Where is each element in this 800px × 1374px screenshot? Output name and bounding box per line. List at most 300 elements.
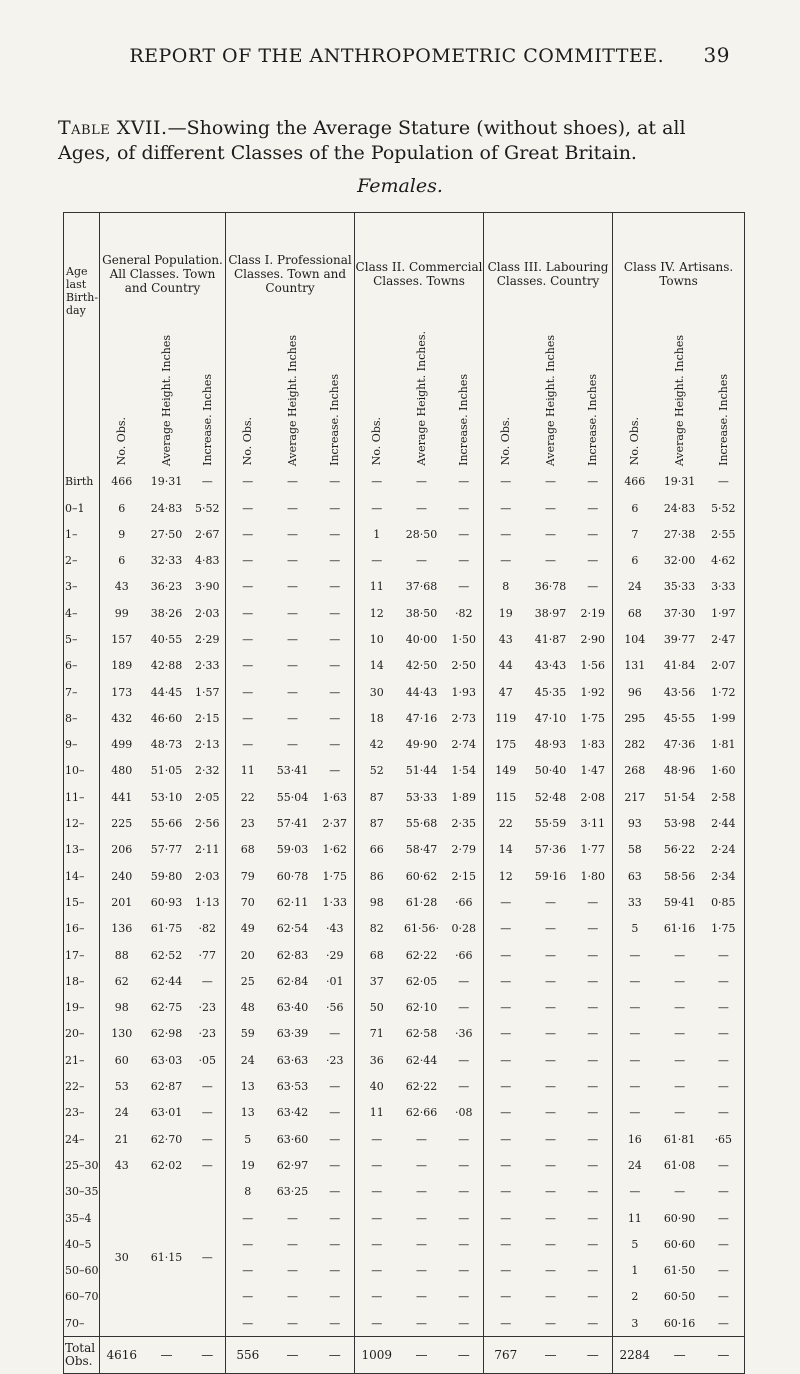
table-cell: — [500,1106,512,1120]
table-cell: ·05 [190,1047,226,1073]
total-cell: 556 [226,1337,270,1374]
table-cell: 22 [240,790,255,804]
table-cell: 2·33 [190,653,226,679]
table-cell: 2·90 [574,626,613,652]
table-cell: 62·05 [405,974,438,988]
table-cell: — [500,1132,512,1146]
table-cell: — [717,475,729,489]
table-cell: 8 [244,1185,252,1199]
table-cell: 149 [495,764,517,778]
table-cell: 86 [369,869,384,883]
table-cell: — [445,968,484,994]
table-cell: — [242,1316,254,1330]
table-cell: 466 [624,475,646,489]
subheader-increase [703,327,745,469]
table-cell: 57·36 [534,843,567,857]
table-cell: 19·31 [150,475,183,489]
table-cell: 48·93 [534,738,567,752]
subheader-height [528,327,574,469]
table-cell: — [287,527,299,541]
table-cell: 62·98 [150,1027,183,1041]
age-cell: 20– [64,1021,100,1047]
table-cell: — [545,1290,557,1304]
table-cell: 51·54 [663,790,696,804]
table-cell: 63·01 [150,1106,183,1120]
table-cell: — [416,1132,428,1146]
total-cell: 4616 [100,1337,144,1374]
table-cell: 44·45 [150,685,183,699]
table-cell: 61·28 [405,895,438,909]
table-cell: — [500,974,512,988]
table-caption-lead: Table XVII. [58,117,168,139]
group-header-general: General Population. All Classes. Town and Country [100,213,226,328]
table-cell: 2·44 [711,817,736,831]
table-cell: 23 [240,817,255,831]
table-cell: — [316,495,355,521]
table-cell: — [316,1179,355,1205]
table-cell: 62·22 [405,1080,438,1094]
table-cell: — [316,732,355,758]
table-subtitle: Females. [357,175,443,197]
table-cell: — [717,1053,729,1067]
subheader-obs [226,327,270,469]
table-cell: 62·22 [405,948,438,962]
table-cell: 33 [627,895,642,909]
table-cell: 5·52 [190,495,226,521]
table-cell: — [445,1231,484,1257]
table-cell: — [416,1264,428,1278]
age-cell: Birth [64,469,100,495]
table-row [64,1047,745,1073]
total-cell: — [399,1337,445,1374]
table-cell: — [445,1179,484,1205]
age-cell: 12– [64,810,100,836]
table-cell: — [242,1237,254,1251]
table-cell: 61·56· [404,922,440,936]
table-cell: — [545,1211,557,1225]
table-cell: 43 [114,1158,129,1172]
table-cell: — [545,1001,557,1015]
table-cell: 82 [369,922,384,936]
table-cell: — [500,1027,512,1041]
table-cell: 1·92 [574,679,613,705]
table-cell: 63·63 [276,1053,309,1067]
table-cell: — [316,600,355,626]
table-cell: — [545,922,557,936]
table-cell: — [717,1264,729,1278]
table-cell: — [445,1257,484,1283]
table-cell: 60·62 [405,869,438,883]
table-cell: — [545,1185,557,1199]
total-cell: — [574,1337,613,1374]
table-row [64,521,745,547]
table-cell: 2·74 [445,732,484,758]
table-cell: — [316,1205,355,1231]
table-cell: — [316,547,355,573]
subheader-label: Increase. Inches [586,373,600,466]
table-cell: 62·02 [150,1158,183,1172]
subheader-label: Increase. Inches [328,373,342,466]
age-cell: 9– [64,732,100,758]
table-cell: — [500,1237,512,1251]
table-cell: — [416,1158,428,1172]
table-cell: 36 [369,1053,384,1067]
table-cell: 136 [111,922,133,936]
table-cell: 47·16 [405,711,438,725]
table-cell: — [287,580,299,594]
group-header-class-4: Class IV. Artisans. Towns [623,260,734,288]
table-cell: ·65 [714,1132,733,1146]
table-cell: — [316,1152,355,1178]
table-cell: — [287,633,299,646]
table-cell: — [629,1106,641,1120]
table-cell: 52 [369,764,384,778]
table-cell: 1·62 [316,837,355,863]
table-cell: 61·16 [663,922,696,936]
subheader-label: No. Obs. [370,417,384,466]
table-cell: 175 [495,738,517,752]
table-cell: 13 [240,1080,255,1094]
table-cell: 57·77 [150,843,183,857]
table-cell: 32·33 [150,554,183,568]
age-cell: 5– [64,626,100,652]
table-cell: 173 [111,685,133,699]
table-cell: 21 [114,1132,129,1146]
running-header [60,43,730,67]
table-cell: — [445,1073,484,1099]
table-cell: 2·56 [190,810,226,836]
table-cell: — [574,1100,613,1126]
age-cell: 11– [64,784,100,810]
table-cell: 131 [624,659,646,673]
table-cell: 27·50 [150,527,183,541]
table-cell: ·36 [445,1021,484,1047]
table-cell: — [629,948,641,962]
table-cell: 60·16 [663,1316,696,1330]
table-cell: — [500,527,512,541]
table-row [64,1021,745,1047]
table-cell: 295 [624,711,646,725]
subheader-height [657,327,703,469]
table-cell: 24 [627,1158,642,1172]
table-cell: — [445,1152,484,1178]
table-cell: 55·04 [276,790,309,804]
table-cell: — [629,1053,641,1067]
table-cell: — [242,527,254,541]
table-cell: 5 [631,922,639,936]
table-cell: 87 [369,817,384,831]
table-cell: 16 [627,1132,642,1146]
table-row [64,942,745,968]
age-cell: 30–35 [64,1179,100,1205]
table-cell: — [674,1185,686,1199]
table-row [64,995,745,1021]
table-cell: 2·03 [190,863,226,889]
table-cell: 1·72 [711,685,736,699]
total-cell: — [270,1337,316,1374]
table-cell: 25 [240,974,255,988]
table-cell: 63·53 [276,1080,309,1094]
table-cell: — [316,469,355,495]
table-cell: — [371,1264,383,1278]
table-cell: — [445,995,484,1021]
page-number: 39 [703,43,730,67]
age-cell: 8– [64,705,100,731]
table-cell: 37 [369,974,384,988]
table-cell: 93 [627,817,642,831]
table-cell: ·77 [190,942,226,968]
table-cell: — [717,1211,729,1225]
subheader-label: Average Height. Inches [160,334,173,466]
table-cell: 41·87 [534,633,567,646]
table-cell: 37·30 [663,606,696,620]
table-cell: 1·81 [711,738,736,752]
table-cell: 62·87 [150,1080,183,1094]
table-cell: 58·56 [663,869,696,883]
table-cell: 19 [240,1158,255,1172]
table-cell: 59·80 [150,869,183,883]
table-cell: 58·47 [405,843,438,857]
table-cell: — [717,1158,729,1172]
table-cell: — [500,1053,512,1067]
table-cell: 268 [624,764,646,778]
table-cell: 62·52 [150,948,183,962]
table-cell: 20 [240,948,255,962]
table-cell: 466 [111,475,133,489]
table-cell: — [445,521,484,547]
merged-cell: 30 [114,1250,129,1264]
table-cell: 50·40 [534,764,567,778]
table-cell: 56·22 [663,843,696,857]
table-row [64,600,745,626]
table-cell: — [316,1100,355,1126]
table-cell: — [287,711,299,725]
table-cell: 11 [369,580,384,594]
table-caption [58,116,738,166]
total-cell: — [528,1337,574,1374]
subheader-label: No. Obs. [499,417,513,466]
table-cell: 0·28 [445,916,484,942]
table-cell: 3 [631,1316,639,1330]
age-cell: 6– [64,653,100,679]
table-cell: — [445,574,484,600]
table-cell: 43 [498,633,513,646]
table-cell: — [574,547,613,573]
table-cell: 62 [114,974,129,988]
table-cell: — [500,948,512,962]
table-cell: 60 [114,1053,129,1067]
table-cell: 2·24 [711,843,736,857]
table-row [64,968,745,994]
group-header-class-1: Class I. Professional Classes. Town and Country [226,213,355,328]
table-cell: — [371,501,383,515]
table-cell: — [500,1211,512,1225]
age-cell: 3– [64,574,100,600]
table-cell: 1·75 [316,863,355,889]
table-cell: 3·33 [711,580,736,594]
table-cell: — [242,738,254,752]
table-cell: 2·03 [190,600,226,626]
table-cell: — [545,974,557,988]
table-cell: — [545,1106,557,1120]
table-cell: 45·35 [534,685,567,699]
table-cell: — [287,1290,299,1304]
age-cell: 19– [64,995,100,1021]
subheader-label: No. Obs. [628,417,642,466]
table-cell: 48·96 [663,764,696,778]
table-row [64,1126,745,1152]
table-cell: 1·63 [316,784,355,810]
table-cell: 59·16 [534,869,567,883]
table-cell: 2·07 [711,659,736,673]
table-cell: 1·56 [574,653,613,679]
table-cell: — [287,1211,299,1225]
table-cell: — [545,1316,557,1330]
subheader-height [144,327,190,469]
table-cell: ·23 [316,1047,355,1073]
subheader-height [270,327,316,469]
subheader-label: Average Height. Inches [673,334,687,466]
table-cell: 189 [111,659,133,673]
table-cell: 71 [369,1027,384,1041]
table-cell: 49·90 [405,738,438,752]
table-cell: — [574,1310,613,1337]
table-cell: 68 [369,948,384,962]
table-cell: — [287,475,299,489]
table-cell: — [500,1290,512,1304]
total-cell: — [657,1337,703,1374]
subheader-increase [574,327,613,469]
table-cell: ·23 [190,995,226,1021]
subheader-label: Average Height. Inches [544,334,558,466]
table-cell: — [574,1047,613,1073]
table-cell: 60·93 [150,895,183,909]
table-cell: — [316,1231,355,1257]
table-row [64,1100,745,1126]
age-cell: 35–4 [64,1205,100,1231]
table-cell: 53·41 [276,764,309,778]
table-cell: — [371,1132,383,1146]
table-cell: — [574,1021,613,1047]
table-cell: 99 [114,606,129,620]
total-cell: — [144,1337,190,1374]
table-cell: — [316,521,355,547]
table-cell: 61·75 [150,922,183,936]
subheader-label: Increase. Inches [716,373,730,466]
table-cell: — [242,685,254,699]
table-row [64,574,745,600]
table-cell: — [316,1257,355,1283]
table-cell: — [445,1126,484,1152]
table-cell: — [717,1027,729,1041]
table-cell: 61·81 [663,1132,696,1146]
table-cell: 40·00 [405,633,438,646]
table-cell: — [500,1080,512,1094]
total-cell: — [190,1337,226,1374]
table-cell: 4·62 [711,554,736,568]
table-cell: — [316,626,355,652]
table-cell: 10 [369,633,384,646]
table-cell: 6 [631,501,639,515]
table-cell: — [545,475,557,489]
age-cell: 40–5 [64,1231,100,1257]
table-cell: 63·60 [276,1132,309,1146]
table-cell: 50 [369,1001,384,1015]
table-cell: 59·41 [663,895,696,909]
table-cell: 37·68 [405,580,438,594]
table-row [64,705,745,731]
table-cell: — [545,948,557,962]
table-cell: — [629,1080,641,1094]
table-cell: 2·08 [574,784,613,810]
table-cell: 1·93 [445,679,484,705]
table-cell: — [371,554,383,568]
table-caption-text: —Showing the Average Stature (without shoes), at all Ages, of different Classes of the Population of Great Britain. [58,117,686,164]
table-cell: — [574,995,613,1021]
table-cell: 40·55 [150,633,183,646]
table-cell: 36·23 [150,580,183,594]
table-cell: 39·77 [663,633,696,646]
table-cell: — [242,1211,254,1225]
table-cell: 119 [495,711,517,725]
table-cell: — [674,1053,686,1067]
subheader-label: Increase. Inches [200,373,214,466]
table-row [64,469,745,495]
table-cell: 61·08 [663,1158,696,1172]
table-cell: 88 [114,948,129,962]
table-cell: — [545,1080,557,1094]
subheader-obs [355,327,399,469]
table-cell: — [287,1264,299,1278]
total-label: Total Obs. [64,1337,100,1374]
table-cell: 60·90 [663,1211,696,1225]
table-cell: 55·59 [534,817,567,831]
table-cell: — [574,916,613,942]
table-cell: — [445,1310,484,1337]
table-cell: 43 [114,580,129,594]
table-cell: 42 [369,738,384,752]
table-cell: 48 [240,1001,255,1015]
table-row [64,732,745,758]
table-cell: 62·44 [150,974,183,988]
table-cell: — [445,1047,484,1073]
table-cell: 53·33 [405,790,438,804]
merged-cell: — [190,1179,226,1337]
table-cell: 38·50 [405,606,438,620]
table-cell: 2·15 [190,705,226,731]
table-cell: 62·11 [276,895,309,909]
table-row [64,679,745,705]
table-cell: — [717,1290,729,1304]
table-cell: 87 [369,790,384,804]
table-cell: ·66 [445,889,484,915]
subheader-label: Increase. Inches [457,373,471,466]
age-cell: 13– [64,837,100,863]
table-cell: ·23 [190,1021,226,1047]
table-cell: 58 [627,843,642,857]
table-row [64,916,745,942]
age-cell: 17– [64,942,100,968]
stature-table [63,212,745,1374]
table-cell: — [445,1284,484,1310]
age-cell: 22– [64,1073,100,1099]
table-cell: 63·42 [276,1106,309,1120]
table-cell: 3·90 [190,574,226,600]
table-cell: — [287,606,299,620]
table-cell: — [545,1053,557,1067]
table-cell: — [190,1100,226,1126]
table-cell: 36·78 [534,580,567,594]
